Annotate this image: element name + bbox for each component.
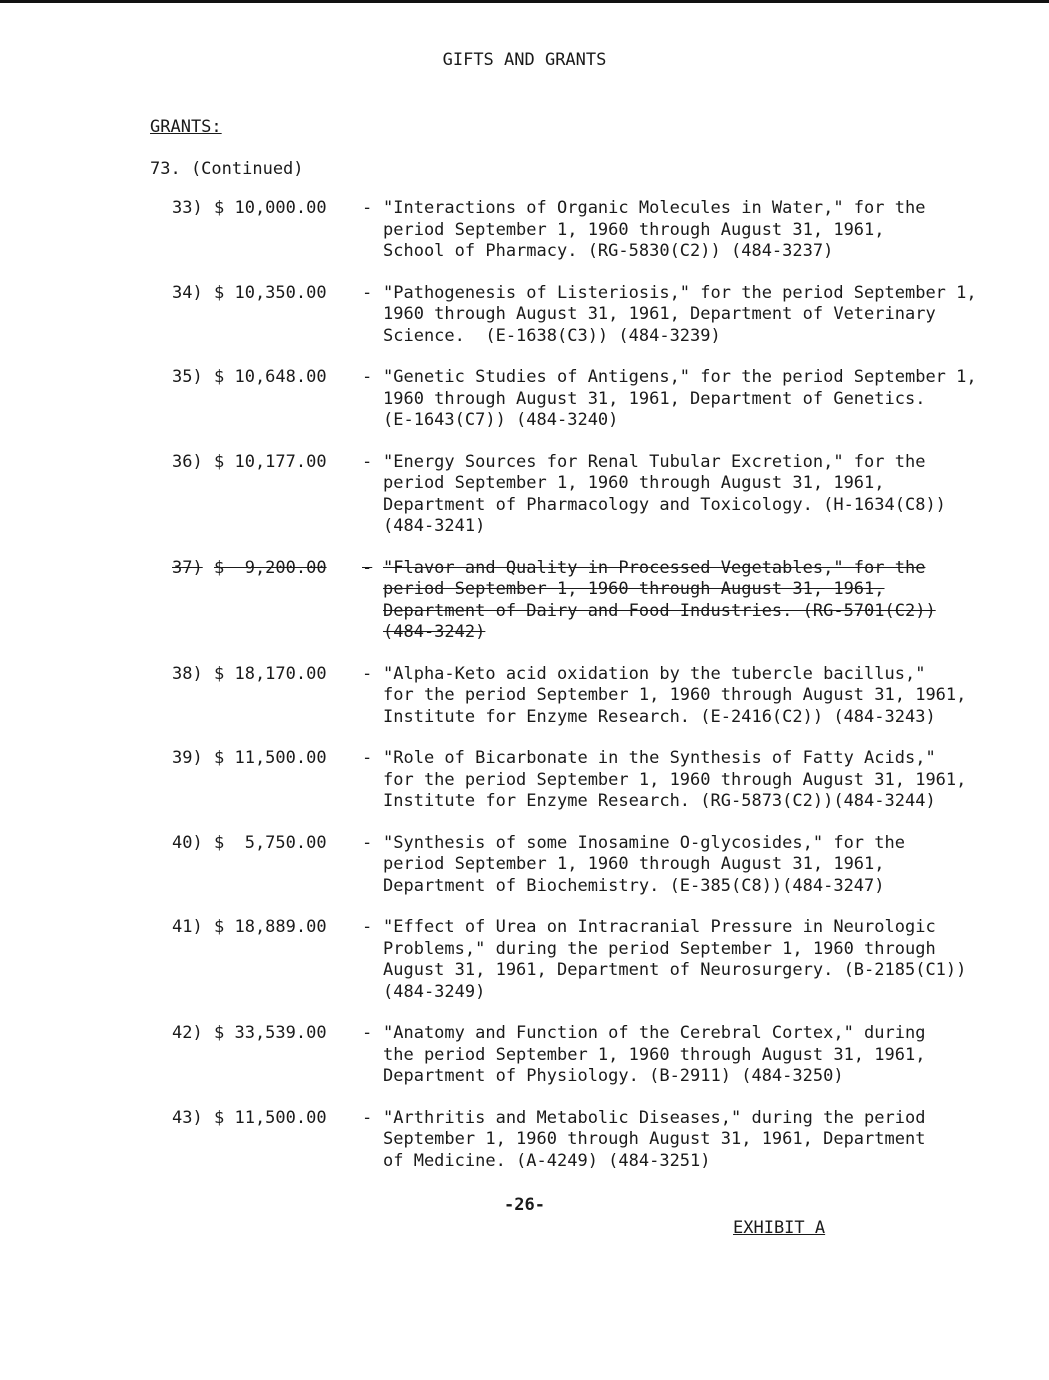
entry-amount: $ 18,170.00 (214, 663, 327, 684)
entry-number: 35) (172, 367, 203, 387)
section-heading: GRANTS: (150, 117, 222, 137)
grant-entry-43 (172, 1108, 1002, 1173)
entry-amount: $ 11,500.00 (214, 1107, 327, 1128)
entry-description: "Synthesis of some Inosamine O-glycosides," for the period September 1, 1960 through August 31, 1961, Department of Biochemistry. (E-385(C8))(484-3247) (383, 832, 905, 896)
entry-dash: - (362, 832, 373, 853)
entry-number: 36) (172, 451, 203, 472)
entry-amount: $ 9,200.00 (214, 557, 327, 578)
entry-description: "Energy Sources for Renal Tubular Excretion," for the period September 1, 1960 through August 31, 1961, Department of Pharmacology and Toxicology. (H-1634(C8)) (484-3241) (383, 451, 946, 536)
entry-dash: - (362, 1107, 373, 1128)
entry-dash: - (362, 663, 373, 684)
grant-entry-41 (172, 917, 1002, 1003)
grant-entry-36 (172, 452, 1002, 538)
entry-description: "Pathogenesis of Listeriosis," for the period September 1, 1960 through August 31, 1961, Department of Veterinary Science. (E-1638(C3)) (484-3239) (383, 282, 977, 346)
entry-number: 43) (172, 1107, 203, 1128)
entry-amount: $ 10,648.00 (214, 367, 327, 387)
page-number: -26- (504, 1195, 545, 1215)
entry-dash: - (362, 557, 373, 578)
grant-entry-42 (172, 1023, 1002, 1088)
entry-number: 41) (172, 917, 203, 937)
entry-dash: - (362, 198, 373, 218)
entry-amount: $ 18,889.00 (214, 917, 327, 937)
entry-description: "Genetic Studies of Antigens," for the period September 1, 1960 through August 31, 1961, Department of Genetics. (E-1643(C7)) (484-3240) (383, 367, 977, 430)
entry-amount: $ 33,539.00 (214, 1023, 327, 1043)
page-title: GIFTS AND GRANTS (442, 50, 607, 70)
item-continued-label: 73. (Continued) (150, 159, 304, 179)
grant-entry-35 (172, 367, 1002, 432)
exhibit-label: EXHIBIT A (733, 1218, 826, 1238)
entry-dash: - (362, 748, 373, 768)
grant-entry-40 (172, 833, 1002, 898)
entry-description: "Flavor and Quality in Processed Vegetables," for the period September 1, 1960 through August 31, 1961, Department of Dairy and Food Industries. (RG-5701(C2)) (484-3242) (383, 557, 936, 642)
top-border-line (0, 0, 1049, 3)
grant-entry-37-struck (172, 558, 1002, 644)
entry-amount: $ 10,000.00 (214, 198, 327, 218)
entry-description: "Alpha-Keto acid oxidation by the tubercle bacillus," for the period September 1, 1960 through August 31, 1961, Institute for Enzyme Research. (E-2416(C2)) (484-3243) (383, 663, 967, 727)
entry-description: "Role of Bicarbonate in the Synthesis of Fatty Acids," for the period September 1, 1960 through August 31, 1961, Institute for Enzyme Research. (RG-5873(C2))(484-3244) (383, 748, 967, 811)
entry-dash: - (362, 367, 373, 387)
entry-description: "Anatomy and Function of the Cerebral Cortex," during the period September 1, 1960 through August 31, 1961, Department of Physiology. (B-2911) (484-3250) (383, 1023, 926, 1086)
entry-dash: - (362, 1023, 373, 1043)
entry-number: 39) (172, 748, 203, 768)
grant-list (172, 198, 1002, 1192)
grant-entry-39 (172, 748, 1002, 813)
grant-entry-38 (172, 664, 1002, 729)
grant-entry-34 (172, 283, 1002, 348)
entry-description: "Effect of Urea on Intracranial Pressure in Neurologic Problems," during the period September 1, 1960 through August 31, 1961, Department of Neurosurgery. (B-2185(C1)) (484-3249) (383, 917, 967, 1002)
entry-amount: $ 5,750.00 (214, 832, 327, 853)
entry-description: "Interactions of Organic Molecules in Water," for the period September 1, 1960 through August 31, 1961, School of Pharmacy. (RG-5830(C2)) (484-3237) (383, 198, 926, 261)
entry-number: 37) (172, 557, 203, 578)
entry-amount: $ 10,350.00 (214, 282, 327, 303)
entry-amount: $ 10,177.00 (214, 451, 327, 472)
grant-entry-33 (172, 198, 1002, 263)
entry-number: 40) (172, 832, 203, 853)
entry-number: 33) (172, 198, 203, 218)
entry-number: 38) (172, 663, 203, 684)
entry-dash: - (362, 451, 373, 472)
entry-amount: $ 11,500.00 (214, 748, 327, 768)
entry-number: 34) (172, 282, 203, 303)
entry-description: "Arthritis and Metabolic Diseases," during the period September 1, 1960 through August 31, 1961, Department of Medicine. (A-4249) (484-3251) (383, 1107, 926, 1171)
entry-dash: - (362, 282, 373, 303)
entry-dash: - (362, 917, 373, 937)
entry-number: 42) (172, 1023, 203, 1043)
